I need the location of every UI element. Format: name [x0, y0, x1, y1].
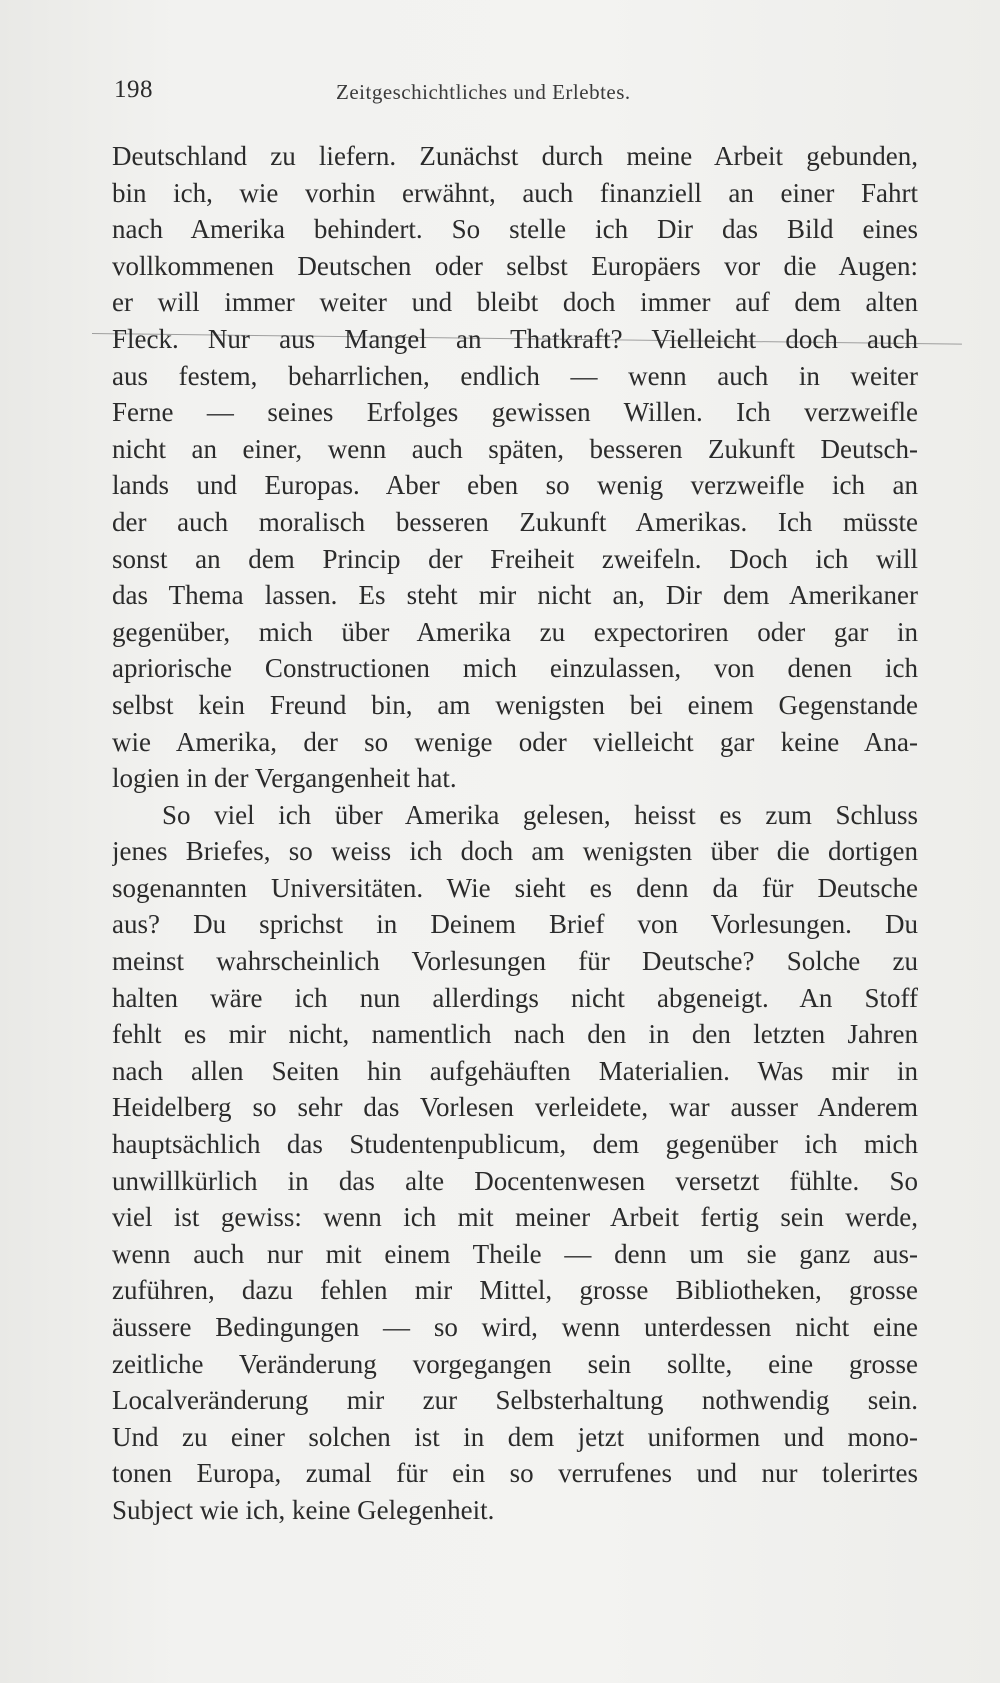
body-text — [112, 138, 918, 1529]
text-line: jenes Briefes, so weiss ich doch am wenigsten über die dortigen — [112, 836, 918, 867]
text-line: aus? Du sprichst in Deinem Brief von Vorlesungen. Du — [112, 909, 918, 940]
text-line: lands und Europas. Aber eben so wenig verzweifle ich an — [112, 470, 918, 501]
text-line: nach allen Seiten hin aufgehäuften Materialien. Was mir in — [112, 1055, 918, 1086]
text-line: halten wäre ich nun allerdings nicht abgeneigt. An Stoff — [112, 982, 918, 1013]
running-head — [114, 76, 704, 108]
text-line: fehlt es mir nicht, namentlich nach den in den letzten Jahren — [112, 1019, 918, 1050]
text-line: tonen Europa, zumal für ein so verrufenes und nur tolerirtes — [112, 1458, 918, 1489]
text-line: apriorische Constructionen mich einzulassen, von denen ich — [112, 653, 918, 684]
text-line: selbst kein Freund bin, am wenigsten bei einem Gegenstande — [112, 689, 918, 720]
text-line: Deutschland zu liefern. Zunächst durch meine Arbeit gebunden, — [112, 141, 918, 171]
paragraph — [112, 138, 918, 797]
text-line: zuführen, dazu fehlen mir Mittel, grosse Bibliotheken, grosse — [112, 1275, 918, 1306]
text-line: Ferne — seines Erfolges gewissen Willen. Ich verzweifle — [112, 397, 918, 428]
text-line: Und zu einer solchen ist in dem jetzt uniformen und mono- — [112, 1421, 918, 1452]
text-line: meinst wahrscheinlich Vorlesungen für Deutsche? Solche zu — [112, 946, 918, 977]
text-line: vollkommenen Deutschen oder selbst Europäers vor die Augen: — [112, 250, 918, 281]
text-line: hauptsächlich das Studentenpublicum, dem gegenüber ich mich — [112, 1129, 918, 1160]
text-line: sogenannten Universitäten. Wie sieht es denn da für Deutsche — [112, 872, 918, 903]
text-line: sonst an dem Princip der Freiheit zweifeln. Doch ich will — [112, 543, 918, 574]
paragraph — [112, 797, 918, 1529]
text-line: äussere Bedingungen — so wird, wenn unterdessen nicht eine — [112, 1312, 918, 1342]
text-line: unwillkürlich in das alte Docentenwesen versetzt fühlte. So — [112, 1165, 918, 1196]
text-line: der auch moralisch besseren Zukunft Amerikas. Ich müsste — [112, 506, 918, 537]
text-line: zeitliche Veränderung vorgegangen sein sollte, eine grosse — [112, 1348, 918, 1379]
text-line: wie Amerika, der so wenige oder vielleicht gar keine Ana- — [112, 726, 918, 757]
text-line: Fleck. Nur aus Mangel an Thatkraft? Vielleicht doch auch — [112, 323, 918, 354]
text-line: nicht an einer, wenn auch späten, besseren Zukunft Deutsch- — [112, 433, 918, 464]
text-line: nach Amerika behindert. So stelle ich Dir das Bild eines — [112, 214, 918, 245]
text-line: er will immer weiter und bleibt doch immer auf dem alten — [112, 287, 918, 318]
text-line: Subject wie ich, keine Gelegenheit. — [112, 1494, 495, 1525]
text-line: logien in der Vergangenheit hat. — [112, 763, 457, 794]
text-line: Localveränderung mir zur Selbsterhaltung nothwendig sein. — [112, 1385, 918, 1416]
text-line: gegenüber, mich über Amerika zu expectoriren oder gar in — [112, 616, 918, 647]
text-line: wenn auch nur mit einem Theile — denn um sie ganz aus- — [112, 1238, 918, 1269]
text-line: das Thema lassen. Es steht mir nicht an, Dir dem Amerikaner — [112, 580, 918, 611]
text-line: bin ich, wie vorhin erwähnt, auch finanziell an einer Fahrt — [112, 177, 918, 208]
running-title: Zeitgeschichtliches und Erlebtes. — [336, 80, 631, 104]
page-number: 198 — [114, 76, 153, 103]
text-line: So viel ich über Amerika gelesen, heisst es zum Schluss — [162, 799, 918, 830]
text-line: aus festem, beharrlichen, endlich — wenn auch in weiter — [112, 360, 918, 391]
text-line: Heidelberg so sehr das Vorlesen verleidete, war ausser Anderem — [112, 1092, 918, 1123]
text-line: viel ist gewiss: wenn ich mit meiner Arbeit fertig sein werde, — [112, 1202, 918, 1233]
